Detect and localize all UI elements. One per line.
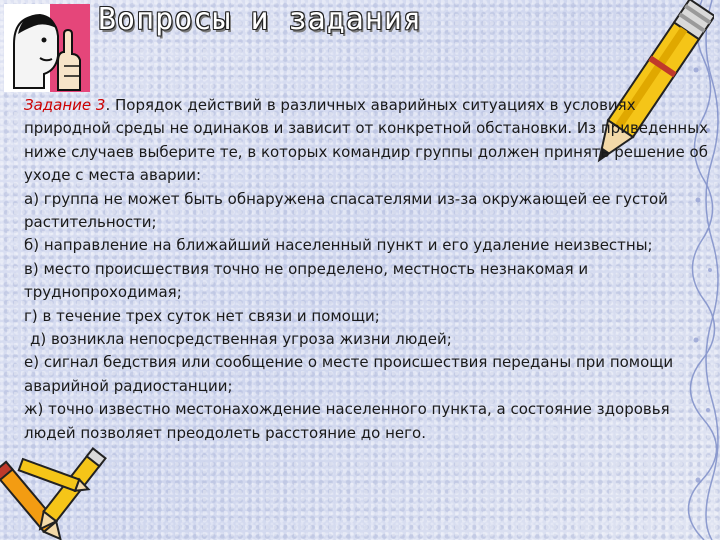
task-intro: [24, 94, 712, 188]
option-a: а) группа не может быть обнаружена спасателями из-за окружающей ее густой растительности;: [24, 189, 668, 232]
option-f: е) сигнал бедствия или сообщение о месте происшествия переданы при помощи аварийной радиостанции;: [24, 353, 674, 395]
task-label: Задание 3: [24, 96, 106, 114]
option-c: в) место происшествия точно не определено, местность незнакомая и труднопроходимая;: [24, 259, 589, 302]
task-intro-text: . Порядок действий в различных аварийных ситуациях в условиях природной среды не одинаков и зависит от конкретной обстановки. Из приведенных ниже случаев выберите те, в которых командир группы должен принять решение об уходе с места аварии:: [24, 96, 708, 185]
option-e: д) возникла непосредственная угроза жизни людей;: [30, 330, 452, 349]
thinking-person-icon: [4, 4, 90, 92]
option-b: б) направление на ближайший населенный пункт и его удаление неизвестны;: [24, 236, 653, 255]
task-text-block: [24, 94, 712, 445]
option-d: г) в течение трех суток нет связи и помощи;: [24, 306, 380, 325]
crossed-pencils-icon: [0, 436, 110, 540]
slide-title: Вопросы и задания: [98, 2, 423, 37]
option-g: ж) точно известно местонахождение населенного пункта, а состояние здоровья людей позволяет преодолеть расстояние до него.: [24, 400, 670, 442]
